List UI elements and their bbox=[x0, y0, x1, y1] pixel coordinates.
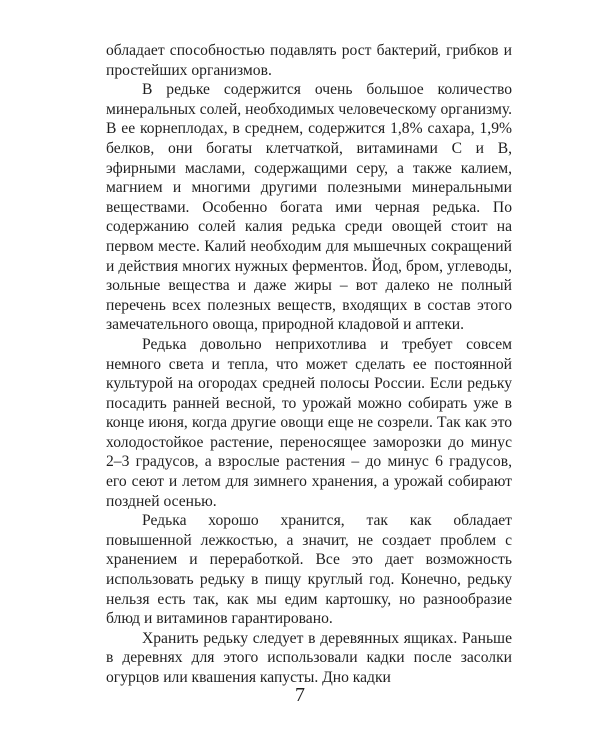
paragraph-5: Хранить редьку следует в деревянных ящиках. Раньше в деревнях для этого использовали кадки после засолки огурцов или квашения капусты. Дно кадки bbox=[106, 629, 512, 686]
paragraph-3: Редька довольно неприхотлива и требует совсем немного света и тепла, что может сделать ее постоянной культурой на огородах средней полосы России. Если редьку посадить ранней весной, то урожай можно собирать уже в конце июня, когда другие овощи еще не созрели. Так как это холодостойкое растение, переносящее заморозки до минус 2–3 градусов, а взрослые растения – до минус 6 градусов, его сеют и летом для зимнего хранения, а урожай собирают поздней осенью. bbox=[106, 335, 512, 510]
page-number: 7 bbox=[295, 684, 305, 706]
body-text bbox=[106, 41, 512, 688]
paragraph-4: Редька хорошо хранится, так как обладает повышенной лежкостью, а значит, не создает проблем с хранением и переработкой. Все это дает возможность использовать редьку в пищу круглый год. Конечно, редьку нельзя есть так, как мы едим картошку, но разнообразие блюд и витаминов гарантировано. bbox=[106, 512, 512, 628]
paragraph-1: обладает способностью подавлять рост бактерий, грибков и простейших организмов. bbox=[106, 42, 512, 79]
paragraph-2: В редьке содержится очень большое количество минеральных солей, необходимых человеческому организму. В ее корнеплодах, в среднем, содержится 1,8% сахара, 1,9% белков, они богаты клетчаткой, витаминами С и В, эфирными маслами, содержащими серу, а также калием, магнием и многими другими полезными минеральными веществами. Особенно богата ими черная редька. По содержанию солей калия редька среди овощей стоит на первом месте. Калий необходим для мышечных сокращений и действия многих нужных ферментов. Йод, бром, углеводы, зольные вещества и даже жиры – вот далеко не полный перечень всех полезных веществ, входящих в состав этого замечательного овоща, природной кладовой и аптеки. bbox=[106, 81, 512, 334]
